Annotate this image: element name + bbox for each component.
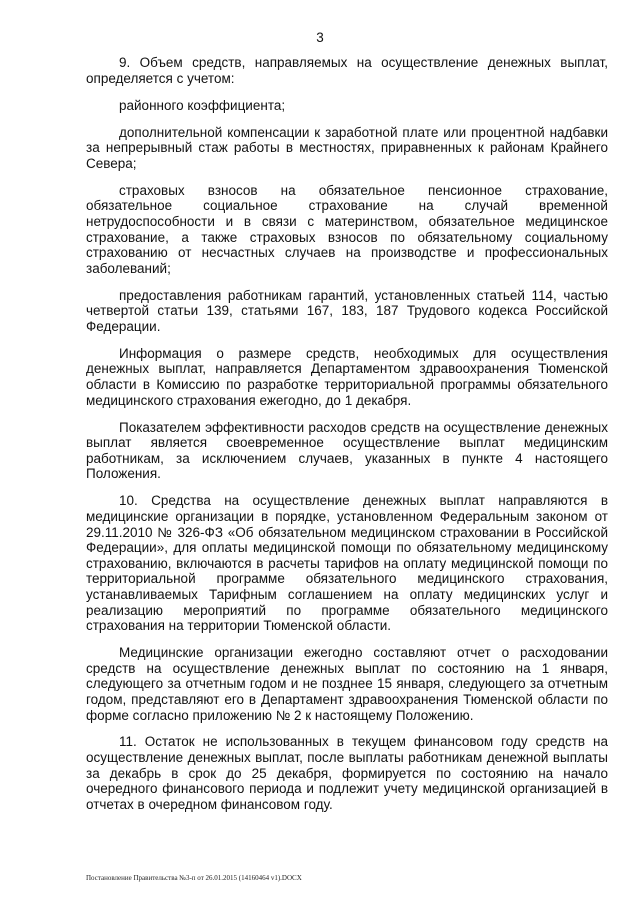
word: обязательное (318, 182, 405, 198)
word: случай (464, 198, 509, 214)
spread-line-2 (86, 198, 608, 214)
spread-line-1 (86, 183, 608, 199)
paragraph-item-9: 9. Объем средств, направляемых на осуществление денежных выплат, определяется с учетом: (86, 55, 608, 86)
paragraph-employee-guarantees: предоставления работникам гарантий, установленных статьей 114, частью четвертой статьи 139, статьями 167, 183, 187 Трудового кодекса Российской Федерации. (86, 287, 608, 334)
word: социальное (203, 198, 278, 214)
paragraph-item-11: 11. Остаток не использованных в текущем финансовом году средств на осуществление денежных выплат, после выплаты работникам денежной выплаты за декабрь в срок до 25 декабря, формируется по состоянию на начало очередного финансового периода и подлежит учету медицинской организацией в отчетах в очередном финансовом году. (86, 734, 608, 812)
insurance-paragraph-rest: нетрудоспособности и в связи с материнством, обязательное медицинское страхование, а также страховых взносов по обязательному социальному страхованию от несчастных случаев на производстве и профессиональных заболеваний; (86, 213, 608, 276)
word: страховых (119, 182, 185, 198)
word: временной (539, 198, 608, 214)
word: на (418, 198, 434, 214)
document-footer: Постановление Правительства №3-п от 26.01.2015 (14160464 v1).DOCX (86, 874, 302, 882)
paragraph-item-10: 10. Средства на осуществление денежных выплат направляются в медицинские организации в порядке, установленном Федеральным законом от 29.11.2010 № 326-ФЗ «Об обязательном медицинском страховании в Российской Федерации», для оплаты медицинской помощи по обязательному медицинскому страхованию, включаются в расчеты тарифов на оплату медицинской помощи по территориальной программе обязательного медицинского страхования, устанавливаемых Тарифным соглашением на оплату медицинских услуг и реализацию мероприятий по программе обязательного медицинского страхования на территории Тюменской области. (86, 493, 608, 634)
paragraph-annual-report: Медицинские организации ежегодно составляют отчет о расходовании средств на осуществление денежных выплат по состоянию на 1 января, следующего за отчетным годом и не позднее 15 января, следующего за отчетным годом, представляют его в Департамент здравоохранения Тюменской области по форме согласно приложению № 2 к настоящему Положению. (86, 645, 608, 723)
paragraph-funding-information: Информация о размере средств, необходимых для осуществления денежных выплат, направляется Департаментом здравоохранения Тюменской области в Комиссию по разработке территориальной программы обязательного медицинского страхования ежегодно, до 1 декабря. (86, 345, 608, 408)
word: обязательное (86, 198, 173, 214)
paragraph-additional-compensation: дополнительной компенсации к заработной плате или процентной надбавки за непрерывный стаж работы в местностях, приравненных к районам Крайнего Севера; (86, 124, 608, 171)
paragraph-insurance-contributions (86, 183, 608, 277)
word: страхование, (525, 182, 608, 198)
word: страхование (308, 198, 388, 214)
word: пенсионное (428, 182, 502, 198)
paragraph-efficiency-indicator: Показателем эффективности расходов средств на осуществление денежных выплат является своевременное осуществление выплат медицинским работникам, за исключением случаев, указанных в пункте 4 настоящего Положения. (86, 419, 608, 482)
document-body (86, 55, 608, 824)
word: взносов (207, 182, 258, 198)
page-number: 3 (316, 30, 324, 45)
paragraph-district-coefficient: районного коэффициента; (119, 97, 286, 113)
word: на (280, 182, 296, 198)
